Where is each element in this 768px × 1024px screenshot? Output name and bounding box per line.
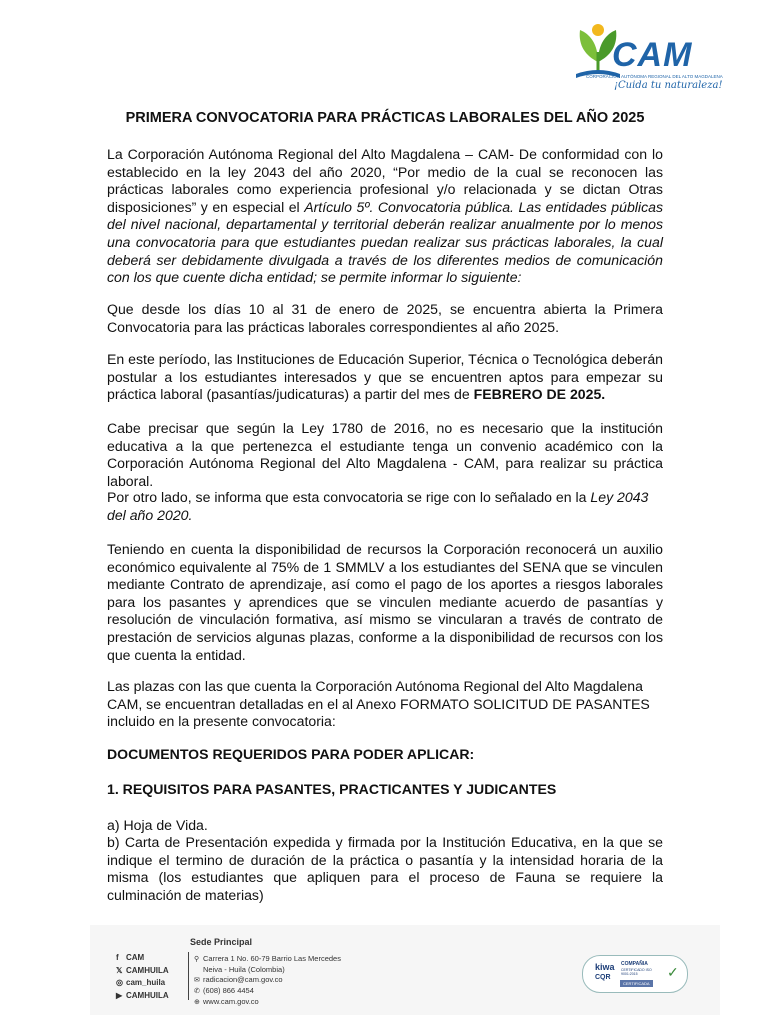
intro-line: establecido en la ley 2043 del año 2020, “Por medio de la cual se reconocen las prácticas <box>107 163 663 198</box>
start-month: FEBRERO DE 2025. <box>473 386 606 403</box>
sede-city: Neiva - Huila (Colombia) <box>203 965 285 974</box>
youtube-icon: ▶ <box>116 990 123 1000</box>
facebook-icon: f <box>116 953 119 962</box>
logo-tagline: ¡Cuida tu naturaleza! <box>614 80 723 91</box>
intro-line: especial el <box>232 198 305 215</box>
resources-paragraph: Teniendo en cuenta la disponibilidad de recursos la Corporación reconocerá un auxilio económico equivalente al 75% de 1 SMMLV a los estudiantes del SENA que se vinculen mediante Contrato de aprendizaje, así como el pago de los aportes a riesgos laborales para los pasantes y aprendices que se vinculen mediante acuerdo de pasantías y resolución de vinculación formativa, así mismo se vincularan a través de contrato de prestación de servicios algunas plazas, conforme a la disponibilidad de recursos con los que cuenta la entidad. <box>107 541 663 663</box>
x-icon: 𝕏 <box>116 965 123 975</box>
footer-divider <box>188 952 189 1000</box>
social-facebook[interactable]: f CAM <box>116 953 145 962</box>
law-2043-text: Por otro lado, se informa que esta convocatoria se rige con lo señalado en la <box>107 489 591 505</box>
sede-title: Sede Principal <box>190 937 253 947</box>
requirements-heading: 1. REQUISITOS PARA PASANTES, PRACTICANTES Y JUDICANTES <box>107 781 557 797</box>
intro-quote: que estudiantes puedan realizar sus prácticas laborales, la cual deberá ser debidamente <box>107 233 663 268</box>
cert-company: COMPAÑIA <box>621 961 648 967</box>
intro-quote: departamental y territorial deberán realizar anualmente por lo menos una convocatoria para <box>107 216 663 250</box>
certification-badge <box>582 955 688 993</box>
location-icon: ⚲ <box>194 956 200 963</box>
phone-icon: ✆ <box>194 988 200 995</box>
requirement-item-a: a) Hoja de Vida. <box>107 817 208 833</box>
sede-website[interactable]: ⊕ www.cam.gov.co <box>194 997 259 1006</box>
dates-paragraph: Que desde los días 10 al 31 de enero de 2025, se encuentra abierta la Primera Convocatoria para las prácticas laborales correspondientes al año 2025. <box>107 301 663 335</box>
intro-quote: Artículo 5º. Convocatoria pública. Las entidades públicas del nivel nacional, <box>107 198 663 233</box>
instagram-icon: ◎ <box>116 978 123 987</box>
social-x[interactable]: 𝕏 CAMHUILA <box>116 965 169 975</box>
intro-quote: entidad; se permite informar lo siguiente: <box>266 269 522 286</box>
sede-contact <box>194 954 341 1008</box>
cert-certified: CERTIFICADA <box>620 980 653 987</box>
logo-subtitle: CORPORACIÓN AUTÓNOMA REGIONAL DEL ALTO MAGDALENA <box>586 74 723 79</box>
law-1780-paragraph: Cabe precisar que según la Ley 1780 de 2016, no es necesario que la institución educativa a la que pertenezca el estudiante tenga un convenio académico con la Corporación Autónoma Regional del Alto Magdalena - CAM, para realizar su práctica laboral. <box>107 420 663 489</box>
law-2043-reference: Ley 2043 del año 2020. <box>107 489 649 523</box>
plazas-paragraph: Las plazas con las que cuenta la Corporación Autónoma Regional del Alto Magdalena CAM, se encuentran detalladas en el al Anexo FORMATO SOLICITUD DE PASANTES incluido en la presente convocatoria: <box>107 678 650 730</box>
check-icon: ✓ <box>667 964 679 980</box>
cert-standard: CERTIFICADO ISO 9001:2015 <box>621 968 652 976</box>
institutions-text: En este período, las Instituciones de Educación Superior, Técnica o Tecnológica deberán postular a los estudiantes interesados y que se encuentren aptos para empezar su práctica laboral (pasantías/judicaturas) a partir del mes de <box>107 351 663 403</box>
social-links <box>116 952 169 1002</box>
email-icon: ✉ <box>194 977 200 984</box>
document-title: PRIMERA CONVOCATORIA PARA PRÁCTICAS LABORALES DEL AÑO 2025 <box>125 110 645 126</box>
cqr-logo: CQR <box>595 974 611 981</box>
intro-line: laborales como experiencia profesional y/o relacionada y se dictan Otras disposiciones” y en <box>107 181 663 215</box>
documents-heading: DOCUMENTOS REQUERIDOS PARA PODER APLICAR: <box>107 746 475 762</box>
intro-line: La Corporación Autónoma Regional del Alto Magdalena – CAM- De conformidad con lo <box>107 146 663 162</box>
sede-address: ⚲ Carrera 1 No. 60-79 Barrio Las Mercedes <box>194 954 341 963</box>
kiwa-logo: kiwa <box>595 962 615 972</box>
social-youtube[interactable]: ▶ CAMHUILA <box>116 990 169 1000</box>
social-instagram[interactable]: ◎ cam_huila <box>116 978 166 987</box>
sede-phone: ✆ (608) 866 4454 <box>194 986 254 995</box>
intro-paragraph <box>107 146 663 287</box>
logo-wordmark: CAM <box>612 36 693 74</box>
globe-icon: ⊕ <box>194 999 200 1006</box>
intro-quote: divulgada a través de los diferentes medios de comunicación con los que cuente dicha <box>107 251 663 286</box>
institutions-paragraph <box>107 351 663 404</box>
requirement-item-b: b) Carta de Presentación expedida y firmada por la Institución Educativa, en la que se indique el termino de duración de la práctica o pasantía y la intensidad horaria de la misma (los estudiantes que apliquen para el proceso de Fauna se requiere la culminación de materias) <box>107 834 663 903</box>
sede-email[interactable]: ✉ radicacion@cam.gov.co <box>194 975 283 984</box>
page-footer <box>90 925 720 1015</box>
law-2043-paragraph <box>107 489 663 524</box>
cam-logo <box>572 22 723 94</box>
